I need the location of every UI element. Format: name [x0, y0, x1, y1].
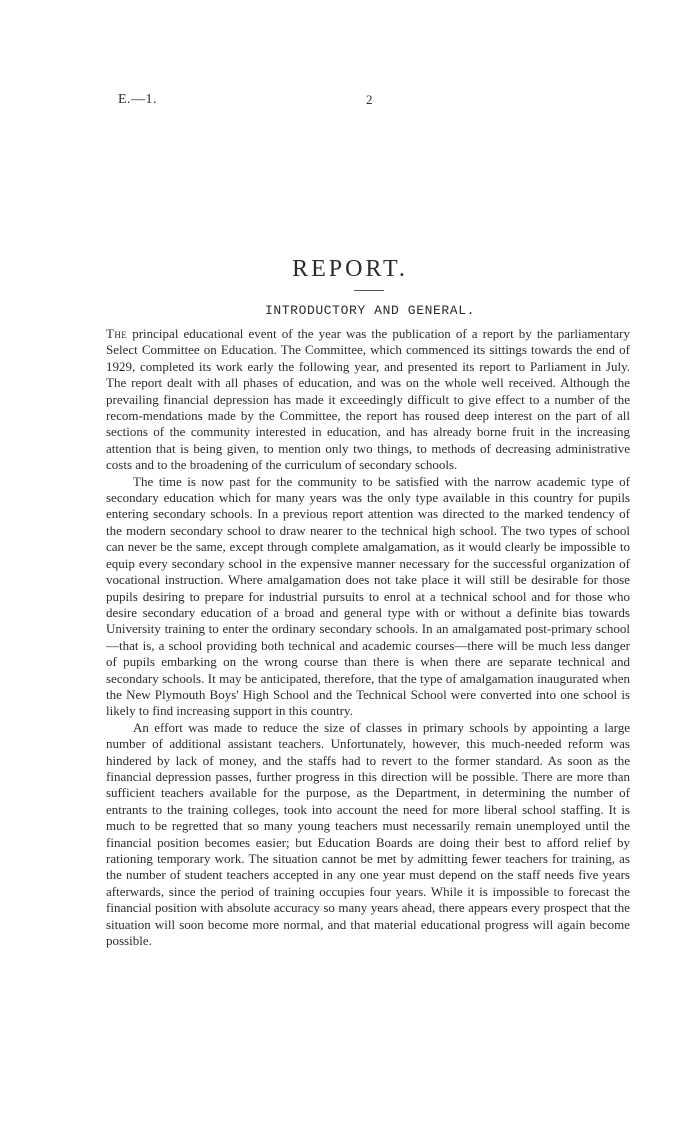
paragraph-text: principal educational event of the year was the publication of a report by the parliamentary Select Committee on Education. The Committee, which commenced its sittings towards the end of 1929, completed its work early the following year, and presented its report to Parliament in July. The report dealt with all phases of education, and was on the whole well received. Although the prevailing financial depression has made it exceedingly difficult to give effect to a number of the recom-mendations made by the Committee, the report has roused deep interest on the part of all sections of the community interested in education, and has already borne fruit in the increasing attention that is being given, to mention only two things, to methods of decreasing administrative costs and to the broadening of the curriculum of secondary schools. — [106, 326, 630, 473]
page-number: 2 — [366, 92, 373, 107]
report-title: REPORT. — [292, 256, 408, 282]
paragraph-2: The time is now past for the community to be satisfied with the narrow academic type of secondary education which for many years was the only type available in this country for pupils entering secondary schools. In a previous report attention was directed to the marked tendency of the modern secondary school to draw nearer to the technical high school. The two types of school can never be the same, except through complete amalgamation, as it would clearly be impossible to equip every secondary school in the expensive manner necessary for the successful organization of vocational instruction. Where amalgamation does not take place it will still be desirable for those pupils desiring to prepare for industrial pursuits to enrol at a technical school and for those who desire secondary education of a broad and general type with or without a definite bias towards University training to enter the ordinary secondary schools. In an amalgamated post-primary school —that is, a school providing both technical and academic courses—there will be much less danger of pupils embarking on the wrong course than there is when there are separate technical and secondary schools. It may be anticipated, therefore, that the type of amalgamation inaugurated when the New Plymouth Boys' High School and the Technical School were converted into one school is likely to find increasing support in this country. — [106, 473, 630, 719]
page-header — [0, 92, 700, 112]
paragraph-3: An effort was made to reduce the size of classes in primary schools by appointing a large number of additional assistant teachers. Unfortunately, however, this much-needed reform was hindered by lack of money, and the staffs had to revert to the former standard. As soon as the financial depression passes, further progress in this direction will be possible. There are more than sufficient teachers available for the purpose, as the Department, in determining the number of entrants to the training colleges, took into account the need for more liberal school staffing. It is much to be regretted that so many young teachers must necessarily remain unemployed until the financial position becomes easier; but Education Boards are doing their best to afford relief by rationing temporary work. The situation cannot be met by admitting fewer teachers for training, as the number of student teachers accepted in any one year must depend on the staff needs five years afterwards, since the period of training occupies four years. While it is impossible to forecast the financial position with absolute accuracy so many years ahead, there appears every prospect that the situation will soon become more normal, and that material educational progress will again become possible. — [106, 719, 630, 949]
title-divider — [354, 290, 384, 291]
report-body — [106, 326, 630, 949]
paragraph-1 — [106, 326, 630, 474]
section-heading: INTRODUCTORY AND GENERAL. — [264, 303, 476, 318]
document-code: E.—1. — [118, 92, 158, 107]
paragraph-lead-word: The — [106, 326, 128, 341]
